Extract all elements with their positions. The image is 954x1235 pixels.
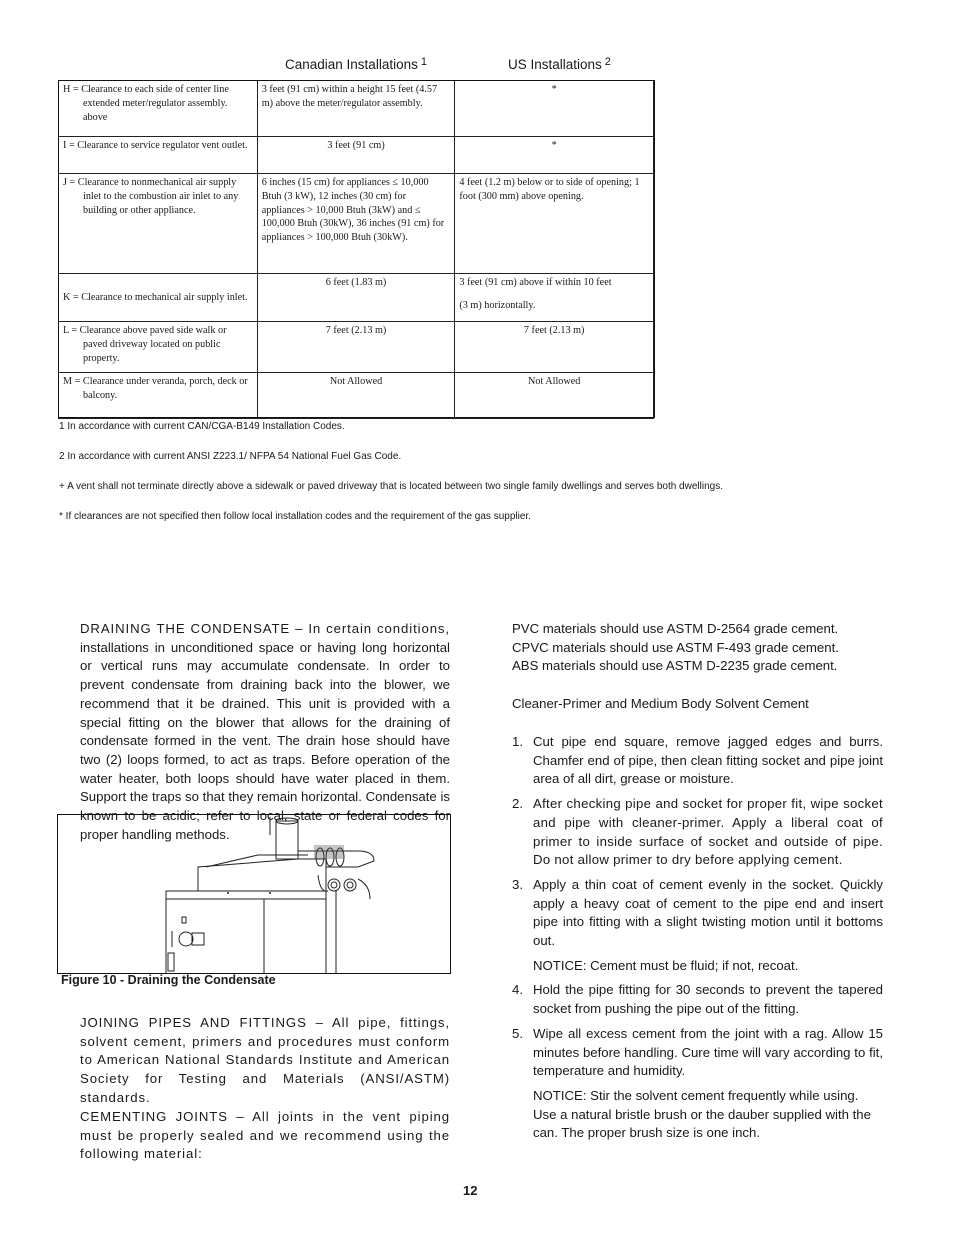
table-row [59, 137, 654, 174]
list-item: 2. After checking pipe and socket for proper fit, wipe socket and pipe with cleaner-primer. Apply a liberal coat of primer to inside surface of socket and outside of pipe. Do not allow primer to dry before applying cement. [512, 796, 883, 868]
cementing-paragraph: CEMENTING JOINTS – All joints in the vent piping must be properly sealed and we recommend using the following material: [80, 1109, 450, 1162]
primer-heading: Cleaner-Primer and Medium Body Solvent Cement [512, 696, 809, 711]
us-cell: 4 feet (1.2 m) below or to side of opening; 1 foot (300 mm) above opening. [455, 174, 654, 274]
list-item: 1. Cut pipe end square, remove jagged edges and burrs. Chamfer end of pipe, then clean fitting socket and pipe joint area of all dirt, grease or moisture. [512, 734, 883, 787]
cementing-steps [512, 733, 883, 1149]
canadian-cell: Not Allowed [257, 373, 455, 419]
footnote-4: * If clearances are not specified then follow local installation codes and the requirement of the gas supplier. [59, 511, 531, 522]
table-row [59, 373, 654, 419]
footnote-2: 2 In accordance with current ANSI Z223.1/ NFPA 54 National Fuel Gas Code. [59, 451, 402, 462]
notice-text: NOTICE: Cement must be fluid; if not, recoat. [533, 957, 799, 973]
row-label: K = Clearance to mechanical air supply inlet. [63, 291, 248, 303]
canadian-cell: 3 feet (91 cm) [257, 137, 455, 174]
canadian-cell: 7 feet (2.13 m) [257, 322, 455, 373]
us-cell: * [455, 81, 654, 137]
us-cell: 7 feet (2.13 m) [455, 322, 654, 373]
water-heater-illustration [58, 815, 451, 974]
joining-paragraph: JOINING PIPES AND FITTINGS – All pipe, fittings, solvent cement, primers and procedures must conform to American National Standards Institute and American Society for Testing and Materials (ANSI/ASTM) standards. [80, 1015, 450, 1105]
notice-text: NOTICE: Stir the solvent cement frequently while using. Use a natural bristle brush or the dauber supplied with the can. The proper brush size is one inch. [533, 1087, 871, 1141]
pvc-line: PVC materials should use ASTM D-2564 grade cement. [512, 621, 839, 636]
clearance-table [58, 80, 654, 419]
row-label: H = Clearance to each side of center line extended meter/regulator assembly. above [63, 84, 229, 123]
condensate-figure [57, 814, 451, 974]
row-label: J = Clearance to nonmechanical air supply inlet to the combustion air inlet to any building or other appliance. [63, 177, 239, 216]
footnote-1: 1 In accordance with current CAN/CGA-B149 Installation Codes. [59, 421, 345, 432]
cement-list [512, 620, 883, 676]
canadian-cell: 6 inches (15 cm) for appliances ≤ 10,000 Btuh (3 kW), 12 inches (30 cm) for appliances > 10,000 Btuh (3kW) and ≤ 100,000 Btuh (30kW), 36 inches (91 cm) for appliances > 100,000 Btuh (30kW). [257, 174, 455, 274]
list-item: 5. Wipe all excess cement from the joint with a rag. Allow 15 minutes before handling. Cure time will vary according to fit, temperature and humidity. NOTICE: Stir the solvent cement frequently while using. Use a natural bristle brush or the dauber supplied with the can. The proper brush size is one inch. [512, 1025, 883, 1143]
table-row [59, 174, 654, 274]
row-label: L = Clearance above paved side walk or paved driveway located on public property. [63, 325, 227, 364]
canadian-cell: 6 feet (1.83 m) [257, 274, 455, 322]
us-cell: Not Allowed [455, 373, 654, 419]
us-header: US Installations $^2$ [508, 56, 611, 72]
row-label: M = Clearance under veranda, porch, deck or balcony. [63, 376, 248, 401]
canadian-header: Canadian Installations $^1$ [285, 56, 427, 72]
table-row [59, 81, 654, 137]
us-cell: * [455, 137, 654, 174]
list-item: 3. Apply a thin coat of cement evenly in the socket. Quickly apply a heavy coat of cement to the pipe end and insert pipe into fitting with a slight twisting motion until it bottoms out. NOTICE: Cement must be fluid; if not, recoat. [512, 876, 883, 976]
figure-caption: Figure 10 - Draining the Condensate [61, 973, 276, 987]
abs-line: ABS materials should use ASTM D-2235 grade cement. [512, 658, 838, 674]
footnote-3: + A vent shall not terminate directly above a sidewalk or paved driveway that is located between two single family dwellings and serves both dwellings. [59, 481, 723, 492]
cpvc-line: CPVC materials should use ASTM F-493 grade cement. [512, 639, 839, 655]
row-label: I = Clearance to service regulator vent outlet. [63, 140, 248, 151]
list-item: 4. Hold the pipe fitting for 30 seconds to prevent the tapered socket from pushing the pipe out of the fitting. [512, 982, 883, 1017]
table-row [59, 274, 654, 322]
canadian-cell: 3 feet (91 cm) within a height 15 feet (4.57 m) above the meter/regulator assembly. [257, 81, 455, 137]
us-cell: 3 feet (91 cm) above if within 10 feet (3 m) horizontally. [455, 274, 654, 322]
page-number: 12 [463, 1183, 478, 1198]
draining-paragraph: DRAINING THE CONDENSATE – In certain conditions, installations in unconditioned space or having long horizontal or vertical runs may accumulate condensate. In order to prevent condensate from draining back into the blower, we recommend that it be drained. This unit is provided with a special fitting on the blower that allows for the draining of condensate formed in the vent. The drain hose should have two (2) loops formed, to act as traps. Before operation of the water heater, both loops should have water placed in them. Support the traps so that they remain horizontal. Condensate is known to be acidic; refer to local, state or federal codes for proper handling methods. [80, 621, 450, 842]
table-row [59, 322, 654, 373]
